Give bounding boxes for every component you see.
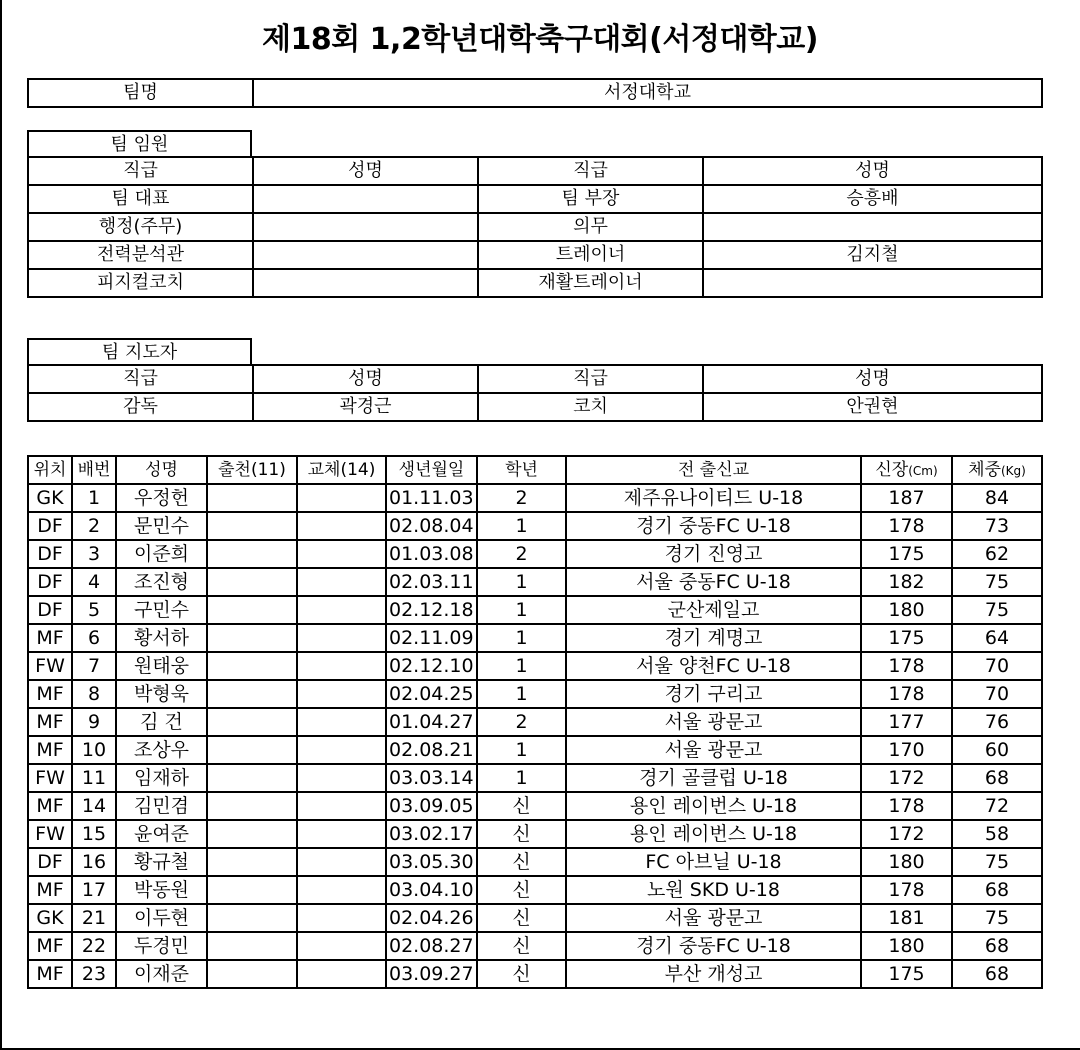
position-cell: FW [28,652,72,680]
school-cell: 경기 중동FC U-18 [566,512,861,540]
position-cell: DF [28,596,72,624]
grade-cell: 2 [477,540,566,568]
position-cell: MF [28,624,72,652]
column-header: 직급 [28,365,253,393]
player-row [28,568,1042,596]
number-cell: 17 [72,876,116,904]
player-row [28,624,1042,652]
player-name-cell: 박형욱 [116,680,207,708]
column-header: 성명 [253,365,478,393]
starting-cell [207,820,297,848]
player-name-cell: 원태웅 [116,652,207,680]
officials-header: 팀 임원 [27,130,252,156]
coaches-header: 팀 지도자 [27,338,252,364]
person-name-cell: 김지철 [703,241,1042,269]
player-name-cell: 김 건 [116,708,207,736]
col-height: 신장(Cm) [861,456,952,484]
birthdate-cell: 02.03.11 [386,568,477,596]
role-cell: 의무 [478,213,703,241]
substitute-cell [297,540,386,568]
weight-cell: 68 [952,764,1042,792]
player-name-cell: 황규철 [116,848,207,876]
starting-cell [207,652,297,680]
player-row [28,484,1042,512]
school-cell: 군산제일고 [566,596,861,624]
player-name-cell: 이준희 [116,540,207,568]
role-cell: 행정(주무) [28,213,253,241]
height-cell: 175 [861,624,952,652]
player-row [28,820,1042,848]
player-name-cell: 문민수 [116,512,207,540]
height-cell: 175 [861,960,952,988]
weight-cell: 75 [952,596,1042,624]
position-cell: DF [28,568,72,596]
school-cell: 부산 개성고 [566,960,861,988]
player-name-cell: 이두현 [116,904,207,932]
school-cell: 서울 중동FC U-18 [566,568,861,596]
number-cell: 5 [72,596,116,624]
number-cell: 1 [72,484,116,512]
player-name-cell: 이재준 [116,960,207,988]
school-cell: 용인 레이번스 U-18 [566,792,861,820]
height-cell: 180 [861,932,952,960]
player-row [28,540,1042,568]
weight-cell: 75 [952,904,1042,932]
birthdate-cell: 03.05.30 [386,848,477,876]
school-cell: 경기 계명고 [566,624,861,652]
starting-cell [207,904,297,932]
position-cell: FW [28,764,72,792]
starting-cell [207,596,297,624]
player-name-cell: 조진형 [116,568,207,596]
school-cell: 경기 중동FC U-18 [566,932,861,960]
person-name-cell: 승흥배 [703,185,1042,213]
grade-cell: 1 [477,652,566,680]
substitute-cell [297,876,386,904]
coaches-header-row [28,365,1042,393]
weight-cell: 70 [952,652,1042,680]
role-cell: 코치 [478,393,703,421]
weight-cell: 73 [952,512,1042,540]
player-name-cell: 황서하 [116,624,207,652]
starting-cell [207,848,297,876]
birthdate-cell: 02.12.18 [386,596,477,624]
roster-header-row [28,456,1042,484]
player-row [28,736,1042,764]
col-name: 성명 [116,456,207,484]
player-name-cell: 구민수 [116,596,207,624]
role-cell: 팀 부장 [478,185,703,213]
player-name-cell: 조상우 [116,736,207,764]
birthdate-cell: 01.03.08 [386,540,477,568]
number-cell: 10 [72,736,116,764]
position-cell: MF [28,736,72,764]
height-cell: 182 [861,568,952,596]
player-name-cell: 윤여준 [116,820,207,848]
weight-cell: 84 [952,484,1042,512]
role-cell: 트레이너 [478,241,703,269]
birthdate-cell: 03.09.05 [386,792,477,820]
col-grade: 학년 [477,456,566,484]
grade-cell: 신 [477,960,566,988]
player-name-cell: 박동원 [116,876,207,904]
player-row [28,960,1042,988]
starting-cell [207,736,297,764]
starting-cell [207,540,297,568]
grade-cell: 신 [477,792,566,820]
person-name-cell [703,269,1042,297]
player-row [28,680,1042,708]
starting-cell [207,680,297,708]
number-cell: 15 [72,820,116,848]
substitute-cell [297,568,386,596]
grade-cell: 1 [477,512,566,540]
birthdate-cell: 02.08.21 [386,736,477,764]
col-weight: 체중(Kg) [952,456,1042,484]
position-cell: MF [28,932,72,960]
grade-cell: 신 [477,848,566,876]
grade-cell: 1 [477,596,566,624]
grade-cell: 2 [477,708,566,736]
person-name-cell: 곽경근 [253,393,478,421]
starting-cell [207,764,297,792]
height-cell: 181 [861,904,952,932]
player-row [28,848,1042,876]
position-cell: MF [28,960,72,988]
column-header: 직급 [28,157,253,185]
substitute-cell [297,680,386,708]
weight-cell: 68 [952,960,1042,988]
school-cell: 노원 SKD U-18 [566,876,861,904]
weight-cell: 75 [952,568,1042,596]
number-cell: 16 [72,848,116,876]
starting-cell [207,568,297,596]
team-name-table [27,78,1043,108]
grade-cell: 1 [477,568,566,596]
officials-row [28,213,1042,241]
player-name-cell: 임재하 [116,764,207,792]
school-cell: 서울 광문고 [566,904,861,932]
player-row [28,792,1042,820]
role-cell: 팀 대표 [28,185,253,213]
substitute-cell [297,736,386,764]
substitute-cell [297,932,386,960]
starting-cell [207,932,297,960]
height-cell: 172 [861,764,952,792]
coaches-table [27,364,1043,422]
page-title: 제18회 1,2학년대학축구대회(서정대학교) [262,22,818,57]
number-cell: 21 [72,904,116,932]
col-position: 위치 [28,456,72,484]
player-row [28,764,1042,792]
starting-cell [207,512,297,540]
position-cell: MF [28,708,72,736]
substitute-cell [297,512,386,540]
player-name-cell: 두경민 [116,932,207,960]
player-row [28,708,1042,736]
coaches-row [28,393,1042,421]
weight-cell: 68 [952,932,1042,960]
player-row [28,904,1042,932]
col-starting: 출천(11) [207,456,297,484]
school-cell: 경기 골클럽 U-18 [566,764,861,792]
roster-table [27,455,1043,989]
person-name-cell [703,213,1042,241]
starting-cell [207,960,297,988]
birthdate-cell: 01.11.03 [386,484,477,512]
person-name-cell [253,185,478,213]
starting-cell [207,876,297,904]
position-cell: GK [28,484,72,512]
weight-cell: 75 [952,848,1042,876]
role-cell: 재활트레이너 [478,269,703,297]
school-cell: 용인 레이번스 U-18 [566,820,861,848]
person-name-cell [253,269,478,297]
substitute-cell [297,960,386,988]
role-cell: 전력분석관 [28,241,253,269]
player-name-cell: 우정헌 [116,484,207,512]
height-cell: 170 [861,736,952,764]
height-cell: 177 [861,708,952,736]
player-row [28,596,1042,624]
number-cell: 11 [72,764,116,792]
grade-cell: 1 [477,624,566,652]
school-cell: 제주유나이티드 U-18 [566,484,861,512]
height-cell: 178 [861,680,952,708]
birthdate-cell: 02.11.09 [386,624,477,652]
school-cell: 경기 진영고 [566,540,861,568]
position-cell: DF [28,540,72,568]
officials-row [28,269,1042,297]
birthdate-cell: 02.04.25 [386,680,477,708]
column-header: 성명 [703,157,1042,185]
height-cell: 178 [861,876,952,904]
position-cell: DF [28,848,72,876]
number-cell: 23 [72,960,116,988]
substitute-cell [297,848,386,876]
school-cell: 경기 구리고 [566,680,861,708]
number-cell: 8 [72,680,116,708]
weight-cell: 76 [952,708,1042,736]
height-cell: 180 [861,596,952,624]
grade-cell: 1 [477,736,566,764]
position-cell: MF [28,680,72,708]
birthdate-cell: 03.09.27 [386,960,477,988]
birthdate-cell: 02.08.27 [386,932,477,960]
column-header: 직급 [478,365,703,393]
grade-cell: 신 [477,932,566,960]
starting-cell [207,484,297,512]
person-name-cell [253,241,478,269]
role-cell: 감독 [28,393,253,421]
person-name-cell [253,213,478,241]
position-cell: GK [28,904,72,932]
height-cell: 175 [861,540,952,568]
weight-cell: 60 [952,736,1042,764]
position-cell: MF [28,876,72,904]
number-cell: 6 [72,624,116,652]
weight-cell: 70 [952,680,1042,708]
school-cell: 서울 광문고 [566,708,861,736]
birthdate-cell: 02.04.26 [386,904,477,932]
grade-cell: 1 [477,680,566,708]
number-cell: 22 [72,932,116,960]
grade-cell: 신 [477,820,566,848]
substitute-cell [297,708,386,736]
weight-cell: 72 [952,792,1042,820]
officials-header-row [28,157,1042,185]
role-cell: 피지컬코치 [28,269,253,297]
column-header: 성명 [253,157,478,185]
number-cell: 7 [72,652,116,680]
number-cell: 3 [72,540,116,568]
number-cell: 14 [72,792,116,820]
birthdate-cell: 03.03.14 [386,764,477,792]
height-cell: 178 [861,512,952,540]
grade-cell: 신 [477,904,566,932]
birthdate-cell: 02.08.04 [386,512,477,540]
player-row [28,876,1042,904]
birthdate-cell: 03.04.10 [386,876,477,904]
substitute-cell [297,820,386,848]
height-cell: 180 [861,848,952,876]
col-birthdate: 생년월일 [386,456,477,484]
officials-table [27,156,1043,298]
officials-row [28,185,1042,213]
position-cell: DF [28,512,72,540]
position-cell: FW [28,820,72,848]
player-row [28,932,1042,960]
height-cell: 178 [861,652,952,680]
player-row [28,512,1042,540]
player-row [28,652,1042,680]
birthdate-cell: 03.02.17 [386,820,477,848]
height-cell: 187 [861,484,952,512]
grade-cell: 2 [477,484,566,512]
grade-cell: 신 [477,876,566,904]
starting-cell [207,624,297,652]
birthdate-cell: 02.12.10 [386,652,477,680]
team-label: 팀명 [28,79,253,107]
position-cell: MF [28,792,72,820]
grade-cell: 1 [477,764,566,792]
number-cell: 2 [72,512,116,540]
number-cell: 9 [72,708,116,736]
team-value: 서정대학교 [253,79,1042,107]
substitute-cell [297,484,386,512]
col-number: 배번 [72,456,116,484]
substitute-cell [297,764,386,792]
starting-cell [207,792,297,820]
person-name-cell: 안권현 [703,393,1042,421]
substitute-cell [297,624,386,652]
substitute-cell [297,652,386,680]
school-cell: FC 아브닐 U-18 [566,848,861,876]
height-cell: 172 [861,820,952,848]
player-name-cell: 김민겸 [116,792,207,820]
substitute-cell [297,792,386,820]
weight-cell: 68 [952,876,1042,904]
officials-row [28,241,1042,269]
school-cell: 서울 양천FC U-18 [566,652,861,680]
school-cell: 서울 광문고 [566,736,861,764]
substitute-cell [297,596,386,624]
birthdate-cell: 01.04.27 [386,708,477,736]
column-header: 직급 [478,157,703,185]
weight-cell: 64 [952,624,1042,652]
weight-cell: 62 [952,540,1042,568]
number-cell: 4 [72,568,116,596]
starting-cell [207,708,297,736]
substitute-cell [297,904,386,932]
height-cell: 178 [861,792,952,820]
column-header: 성명 [703,365,1042,393]
col-substitute: 교체(14) [297,456,386,484]
weight-cell: 58 [952,820,1042,848]
col-school: 전 출신교 [566,456,861,484]
